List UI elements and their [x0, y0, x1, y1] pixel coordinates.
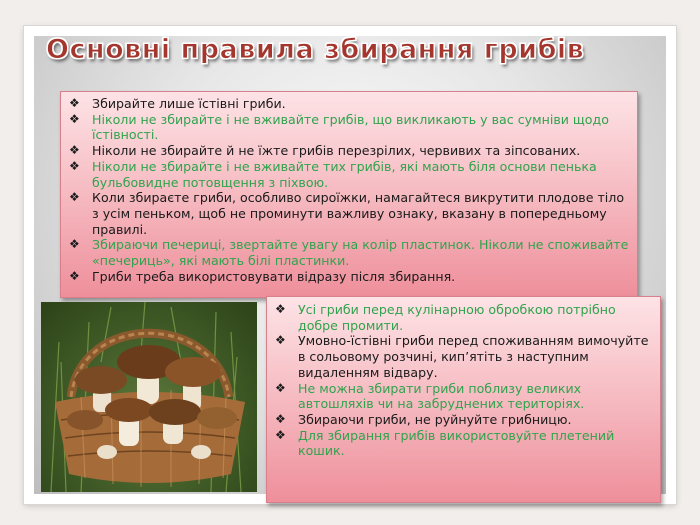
- slide-title: Основні правила збирання грибів: [46, 34, 585, 65]
- rule-text: Збирайте лише їстівні гриби.: [92, 96, 286, 111]
- rule-text: Для збирання грибів використовуйте плетений кошик.: [298, 427, 615, 459]
- rule-item: [275, 428, 654, 459]
- diamond-bullet-icon: ❖: [69, 190, 80, 205]
- rule-text: Коли збираєте гриби, особливо сироїжки, намагайтеся викрутити плодове тіло з усім пеньком, щоб не проминути важливу ознаку, вказану в попередньому правилі.: [92, 190, 625, 237]
- diamond-bullet-icon: ❖: [69, 158, 80, 173]
- rule-text: Усі гриби перед кулінарною обробкою потрібно добре промити.: [298, 302, 616, 333]
- diamond-bullet-icon: ❖: [275, 427, 286, 442]
- rule-text: Умовно-їстівні гриби перед споживанням вимочуйте в сольовому розчині, кип’ятіть з наступним видаленням відвару.: [298, 333, 649, 380]
- diamond-bullet-icon: ❖: [275, 411, 286, 426]
- rule-item: [69, 237, 631, 268]
- rule-item: [69, 112, 631, 143]
- diamond-bullet-icon: ❖: [69, 111, 80, 126]
- rule-item: [69, 143, 631, 159]
- rule-text: Ніколи не збирайте й не їжте грибів перезрілих, червивих та зіпсованих.: [92, 143, 581, 159]
- rule-text: Збираючи гриби, не руйнуйте грибницю.: [298, 411, 572, 427]
- rule-item: [69, 269, 631, 285]
- diamond-bullet-icon: ❖: [69, 268, 80, 283]
- rule-text: Ніколи не збирайте і не вживайте грибів, що викликають у вас сумніви щодо їстівності.: [92, 111, 609, 143]
- diamond-bullet-icon: ❖: [69, 237, 80, 252]
- diamond-bullet-icon: ❖: [275, 302, 286, 316]
- diamond-bullet-icon: ❖: [275, 380, 286, 395]
- rules-list-top: [61, 92, 637, 284]
- rules-box-top: [60, 91, 638, 298]
- rules-list-bottom: [267, 297, 660, 459]
- rule-item: [275, 333, 654, 380]
- rule-text: Збираючи печериці, звертайте увагу на колір пластинок. Ніколи не споживайте «печериць», які мають білі пластинки.: [92, 237, 629, 269]
- diamond-bullet-icon: ❖: [275, 333, 286, 348]
- rule-text: Не можна збирати гриби поблизу великих автошляхів чи на забруднених територіях.: [298, 380, 585, 412]
- rule-item: [275, 302, 654, 333]
- rule-item: [69, 190, 631, 237]
- diamond-bullet-icon: ❖: [69, 143, 80, 158]
- diamond-bullet-icon: ❖: [69, 96, 80, 110]
- mushroom-basket-image: [41, 302, 257, 492]
- rule-text: Гриби треба використовувати відразу після збирання.: [92, 268, 456, 284]
- rule-item: [69, 159, 631, 190]
- rule-item: [275, 381, 654, 412]
- rule-item: [69, 96, 631, 112]
- rules-box-bottom: [266, 296, 661, 503]
- rule-text: Ніколи не збирайте і не вживайте тих грибів, які мають біля основи пенька бульбовидне потовщення з піхвою.: [92, 158, 597, 190]
- rule-item: [275, 412, 654, 428]
